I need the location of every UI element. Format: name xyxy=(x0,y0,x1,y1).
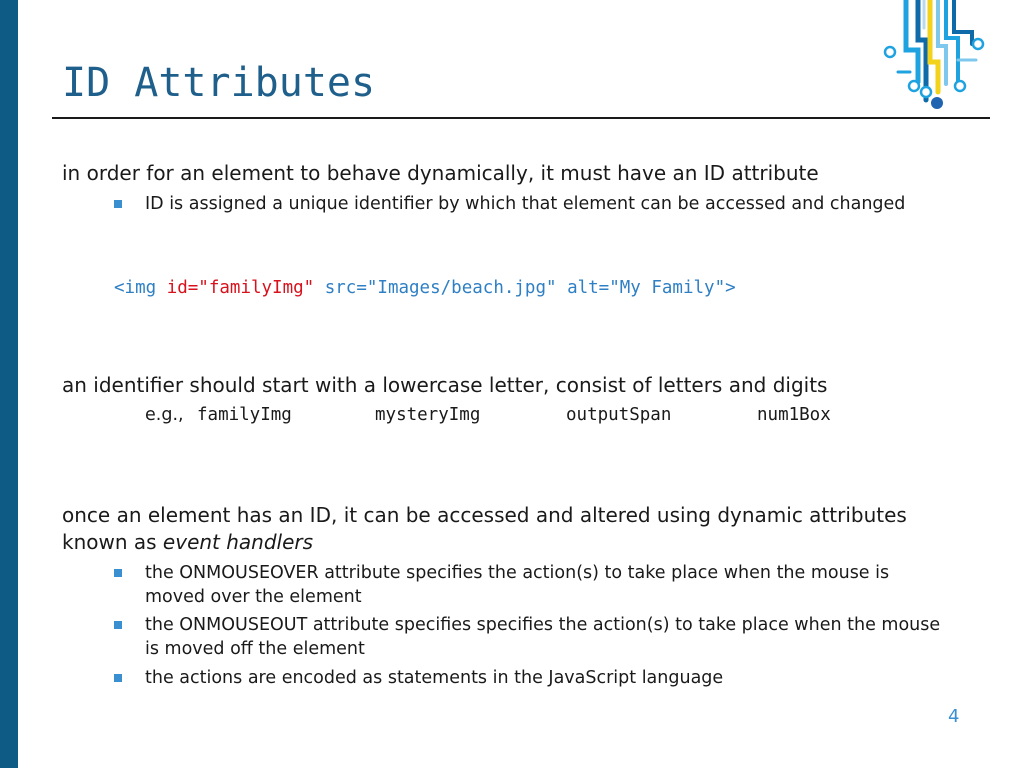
section1-bullet-1: ID is assigned a unique identifier by which that element can be accessed and changed xyxy=(145,194,906,214)
slide-title: ID Attributes xyxy=(62,60,376,106)
code-part-tag: <img xyxy=(114,278,167,298)
bullet-icon xyxy=(114,200,122,208)
title-divider xyxy=(52,117,990,119)
example-id-1: familyImg xyxy=(197,405,292,425)
section1-heading: in order for an element to behave dynamically, it must have an ID attribute xyxy=(62,161,819,185)
bullet-icon xyxy=(114,569,122,577)
code-example xyxy=(114,278,736,298)
page-number: 4 xyxy=(948,706,960,727)
section3-heading-text: once an element has an ID, it can be accessed and altered using dynamic attributes known as xyxy=(62,503,907,554)
bullet-icon xyxy=(114,674,122,682)
section2-heading: an identifier should start with a lowercase letter, consist of letters and digits xyxy=(62,373,828,397)
left-accent-bar xyxy=(0,0,18,768)
circuit-logo-icon xyxy=(880,0,990,112)
section3-bullet-2: the ONMOUSEOUT attribute specifies specifies the action(s) to take place when the mouse is moved off the element xyxy=(145,615,941,659)
example-id-3: outputSpan xyxy=(566,405,672,425)
section3-heading xyxy=(62,502,942,556)
example-id-4: num1Box xyxy=(757,405,831,425)
code-part-attrs: src="Images/beach.jpg" alt="My Family"> xyxy=(314,278,736,298)
section3-heading-emphasis: event handlers xyxy=(162,530,314,554)
example-id-2: mysteryImg xyxy=(375,405,481,425)
section3-bullet-1: the ONMOUSEOVER attribute specifies the action(s) to take place when the mouse is moved over the element xyxy=(145,563,890,607)
section3-bullet-3: the actions are encoded as statements in the JavaScript language xyxy=(145,668,724,688)
bullet-icon xyxy=(114,621,122,629)
code-part-id: id="familyImg" xyxy=(166,278,315,298)
eg-label: e.g., xyxy=(145,405,184,425)
